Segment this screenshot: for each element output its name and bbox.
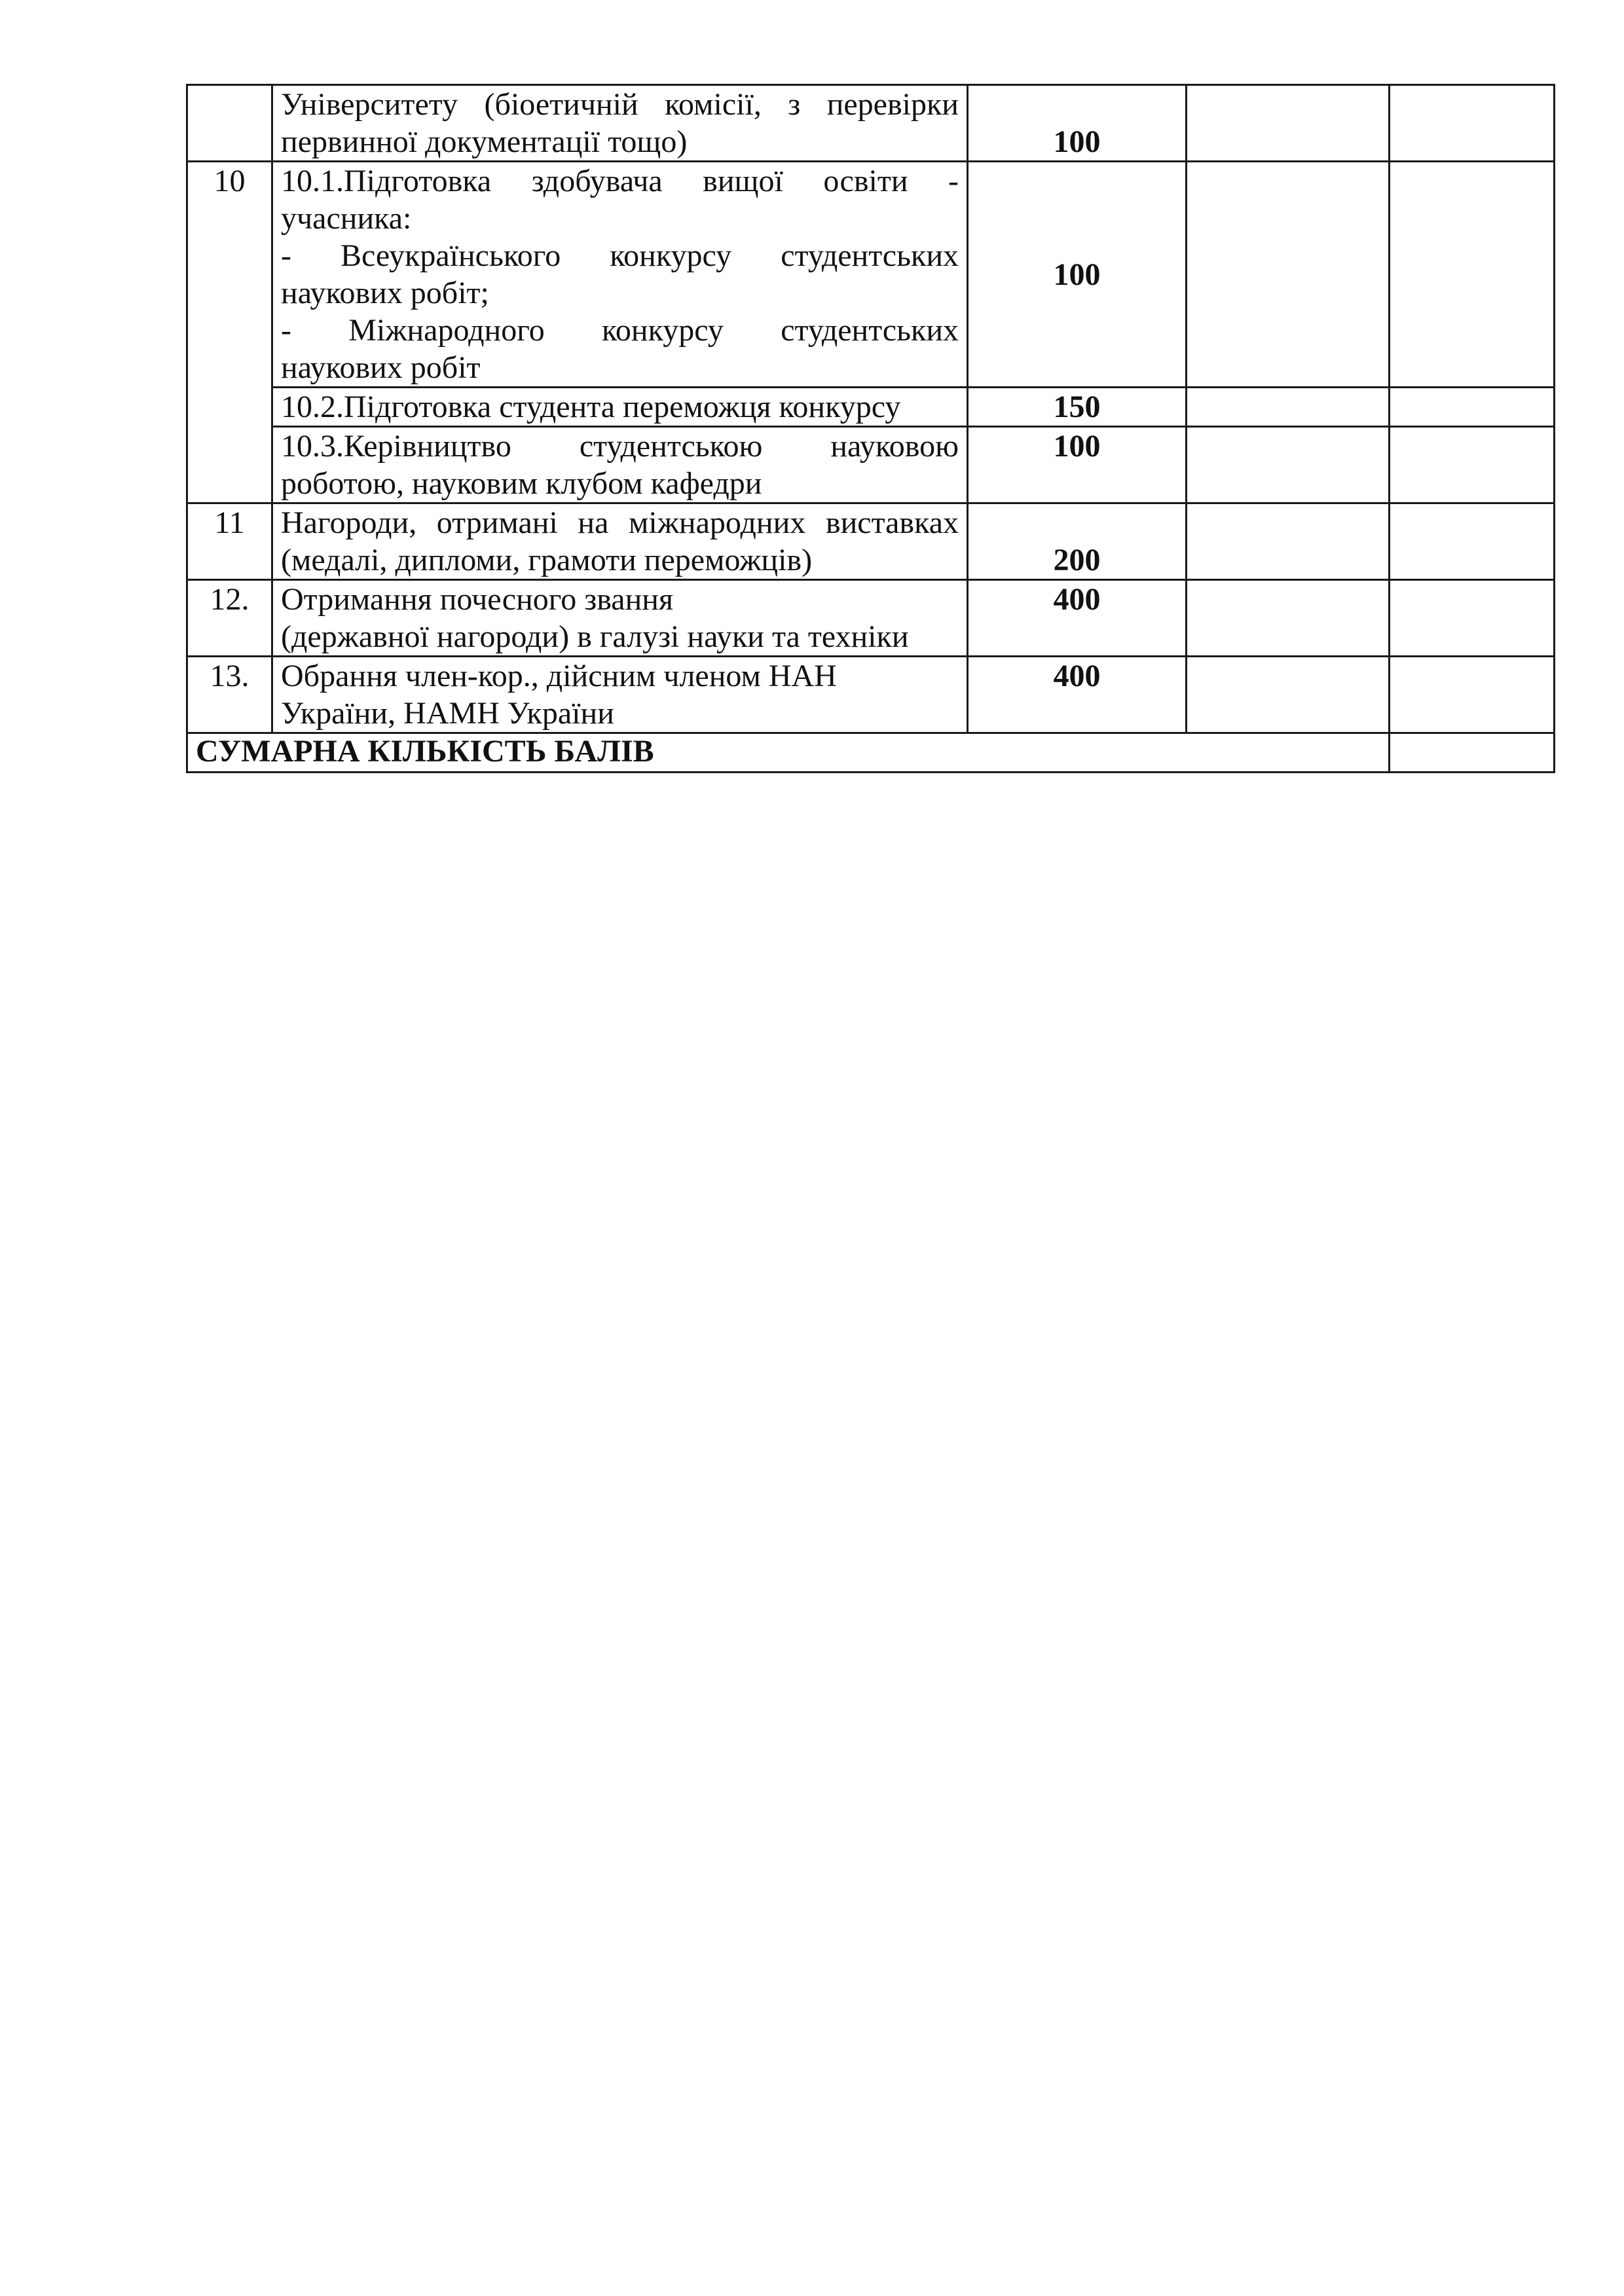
row-number <box>187 85 272 162</box>
description-line: (медалі, дипломи, грамоти переможців) <box>281 543 813 577</box>
row-points: 100 <box>968 427 1187 503</box>
empty-cell <box>1390 427 1555 503</box>
table-row <box>187 503 1555 580</box>
row-description <box>272 388 968 427</box>
description-line: наукових робіт <box>281 350 481 385</box>
row-number: 13. <box>187 657 272 733</box>
empty-cell <box>1390 657 1555 733</box>
table-row <box>187 657 1555 733</box>
empty-cell <box>1390 503 1555 580</box>
row-description <box>272 503 968 580</box>
description-line: 10.3.Керівництво студентською науковою <box>281 429 959 464</box>
description-line: Університету (біоетичній комісії, з перевірки <box>281 87 959 122</box>
description-line: України, НАМН України <box>281 696 614 731</box>
total-row <box>187 733 1555 773</box>
empty-cell <box>1187 162 1390 388</box>
table-row <box>187 162 1555 388</box>
row-number: 10 <box>187 162 272 503</box>
description-line: роботою, науковим клубом кафедри <box>281 466 762 501</box>
description-line: - Всеукраїнського конкурсу студентських <box>281 238 959 273</box>
description-line: наукових робіт; <box>281 276 489 310</box>
description-line: Отримання почесного звання <box>281 582 674 617</box>
description-line: 10.2.Підготовка студента переможця конкурсу <box>281 390 901 424</box>
total-value-cell <box>1390 733 1555 773</box>
description-line: Обрання член-кор., дійсним членом НАН <box>281 659 837 693</box>
row-description <box>272 162 968 388</box>
row-points: 100 <box>968 85 1187 162</box>
description-line: первинної документації тощо) <box>281 124 688 159</box>
description-line: (державної нагороди) в галузі науки та техніки <box>281 619 909 654</box>
table-row <box>187 388 1555 427</box>
empty-cell <box>1187 657 1390 733</box>
description-line: Нагороди, отримані на міжнародних виставках <box>281 505 959 540</box>
score-table <box>186 84 1555 773</box>
row-number: 11 <box>187 503 272 580</box>
row-points: 400 <box>968 657 1187 733</box>
empty-cell <box>1390 388 1555 427</box>
row-description <box>272 85 968 162</box>
total-label: СУМАРНА КІЛЬКІСТЬ БАЛІВ <box>187 733 1390 773</box>
empty-cell <box>1187 85 1390 162</box>
description-line: 10.1.Підготовка здобувача вищої освіти - <box>281 164 959 198</box>
empty-cell <box>1390 162 1555 388</box>
empty-cell <box>1187 427 1390 503</box>
table-row <box>187 580 1555 657</box>
description-line: - Міжнародного конкурсу студентських <box>281 313 959 348</box>
row-points: 150 <box>968 388 1187 427</box>
row-points: 400 <box>968 580 1187 657</box>
empty-cell <box>1187 580 1390 657</box>
table-row <box>187 85 1555 162</box>
empty-cell <box>1390 580 1555 657</box>
empty-cell <box>1390 85 1555 162</box>
row-points: 200 <box>968 503 1187 580</box>
row-description <box>272 580 968 657</box>
row-description <box>272 427 968 503</box>
table-row <box>187 427 1555 503</box>
empty-cell <box>1187 503 1390 580</box>
row-number: 12. <box>187 580 272 657</box>
description-line: учасника: <box>281 201 412 236</box>
row-points: 100 <box>968 162 1187 388</box>
row-description <box>272 657 968 733</box>
empty-cell <box>1187 388 1390 427</box>
